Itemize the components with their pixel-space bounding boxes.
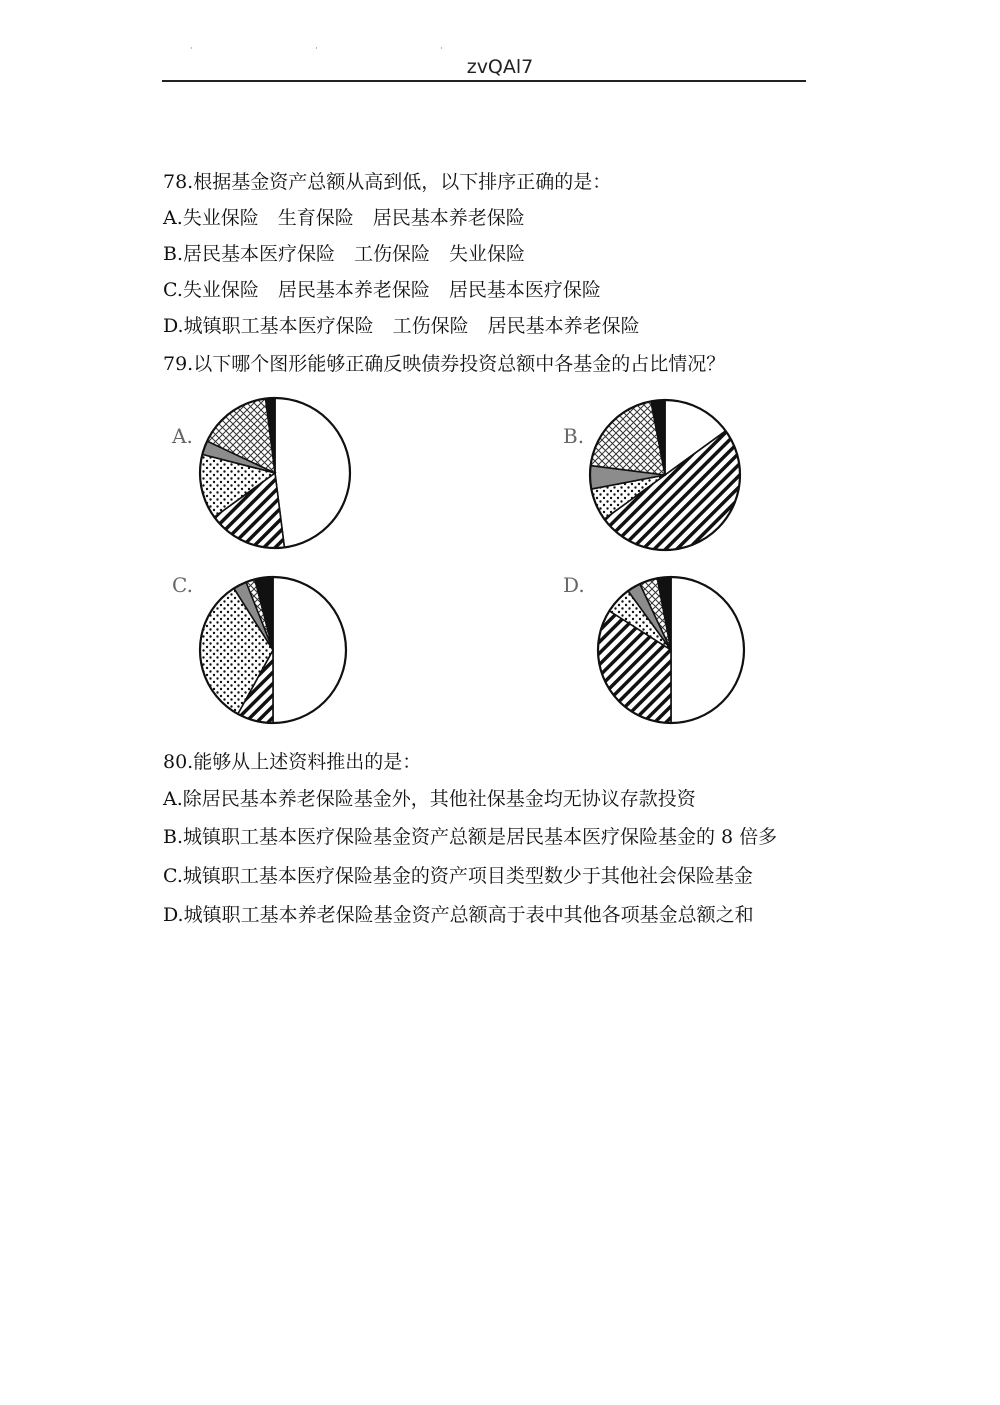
pie-label-c: C. [172, 573, 193, 597]
pie-label-a: A. [172, 424, 193, 448]
question-80-option-a: A.除居民基本养老保险基金外，其他社保基金均无协议存款投资 [163, 788, 696, 810]
question-78-option-c: C.失业保险 居民基本养老保险 居民基本医疗保险 [163, 279, 601, 301]
question-80-stem: 80.能够从上述资料推出的是： [163, 751, 422, 773]
pie-a-slice-white [275, 398, 350, 547]
question-78-stem: 78.根据基金资产总额从高到低，以下排序正确的是： [163, 171, 612, 193]
pie-chart-a [198, 396, 352, 550]
question-78-option-d: D.城镇职工基本医疗保险 工伤保险 居民基本养老保险 [163, 315, 640, 337]
page-header-title: zvQAl7 [466, 56, 534, 78]
pie-chart-d [596, 575, 746, 725]
question-79-stem: 79.以下哪个图形能够正确反映债券投资总额中各基金的占比情况？ [163, 353, 726, 375]
pie-label-d: D. [563, 573, 585, 597]
pie-chart-b [588, 398, 742, 552]
question-80-option-d: D.城镇职工基本养老保险基金资产总额高于表中其他各项基金总额之和 [163, 904, 754, 926]
question-80-option-b: B.城镇职工基本医疗保险基金资产总额是居民基本医疗保险基金的 8 倍多 [163, 826, 778, 848]
header-marks: · · · [190, 44, 503, 53]
pie-d-slice-white [671, 577, 744, 723]
question-78-option-a: A.失业保险 生育保险 居民基本养老保险 [163, 207, 525, 229]
question-80-option-c: C.城镇职工基本医疗保险基金的资产项目类型数少于其他社会保险基金 [163, 865, 753, 887]
pie-c-slice-white [273, 577, 346, 723]
question-78-option-b: B.居民基本医疗保险 工伤保险 失业保险 [163, 243, 526, 265]
pie-chart-c [198, 575, 348, 725]
header-rule [162, 80, 806, 82]
pie-label-b: B. [563, 424, 585, 448]
